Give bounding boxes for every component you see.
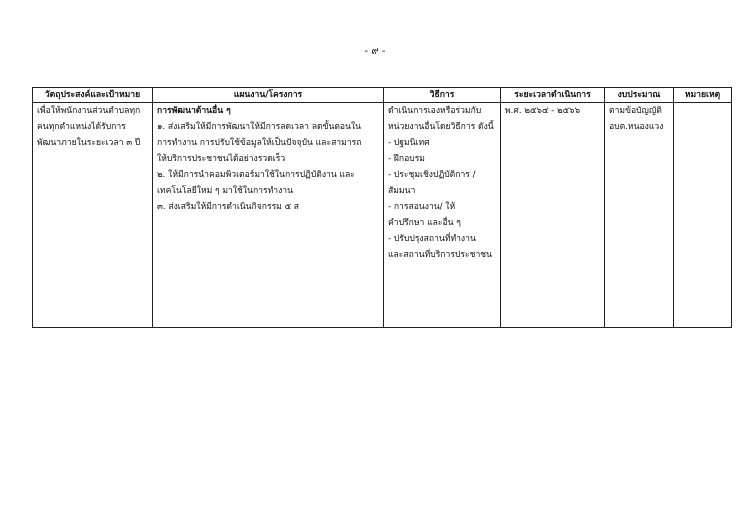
plan-line: ๓. ส่งเสริมให้มีการดำเนินกิจกรรม ๕ ส	[157, 202, 300, 212]
method-line: สัมมนา	[388, 186, 416, 196]
method-line: หน่วยงานอื่นโดยวิธีการ ดังนี้	[388, 122, 494, 132]
method-line: คำปรึกษา และอื่น ๆ	[388, 218, 461, 228]
header-period: ระยะเวลาดำเนินการ	[501, 88, 605, 103]
plan-line: ๑. ส่งเสริมให้มีการพัฒนาให้มีการลดเวลา ลดขั้นตอนใน	[157, 122, 362, 132]
header-plan: แผนงาน/โครงการ	[153, 88, 384, 103]
plan-line: การทำงาน การปรับใช้ข้อมูลให้เป็นปัจจุบัน และสามารถ	[157, 138, 362, 148]
header-budget: งบประมาณ	[605, 88, 674, 103]
method-line: และสถานที่บริการประชาชน	[388, 250, 493, 260]
header-objective: วัตถุประสงค์และเป้าหมาย	[33, 88, 153, 103]
objective-cell	[33, 103, 153, 328]
remark-cell	[674, 103, 732, 328]
plan-line: ๒. ให้มีการนำคอมพิวเตอร์มาใช้ในการปฏิบัติงาน และ	[157, 170, 355, 180]
method-line: - ประชุมเชิงปฏิบัติการ /	[388, 170, 476, 180]
method-line: ดำเนินการเองหรือร่วมกับ	[388, 106, 482, 116]
objective-line: เพื่อให้พนักงานส่วนตำบลทุก	[37, 106, 141, 116]
table-header-row	[33, 88, 732, 103]
plan-title: การพัฒนาด้านอื่น ๆ	[157, 106, 231, 116]
method-line: - การสอนงาน/ ให้	[388, 202, 456, 212]
plan-table	[32, 87, 732, 328]
budget-cell	[605, 103, 674, 328]
method-line: - ปฐมนิเทศ	[388, 138, 430, 148]
table-row	[33, 103, 732, 328]
objective-line: คนทุกตำแหน่งได้รับการ	[37, 122, 126, 132]
header-remark: หมายเหตุ	[674, 88, 732, 103]
method-line: - ฝึกอบรม	[388, 154, 425, 164]
objective-line: พัฒนาภายในระยะเวลา ๓ ปี	[37, 138, 141, 148]
budget-line: ตามข้อบัญญัติ	[609, 106, 662, 116]
budget-line: อบต.หนองแวง	[609, 122, 664, 132]
plan-line: เทคโนโลยีใหม่ ๆ มาใช้ในการทำงาน	[157, 186, 293, 196]
period-cell	[501, 103, 605, 328]
period-text: พ.ศ. ๒๕๖๔ - ๒๕๖๖	[505, 106, 581, 116]
method-line: - ปรับปรุงสถานที่ทำงาน	[388, 234, 476, 244]
plan-line: ให้บริการประชาชนได้อย่างรวดเร็ว	[157, 154, 286, 164]
plan-cell	[153, 103, 384, 328]
header-method: วิธีการ	[384, 88, 501, 103]
page-number: - ๙ -	[364, 46, 386, 57]
method-cell	[384, 103, 501, 328]
